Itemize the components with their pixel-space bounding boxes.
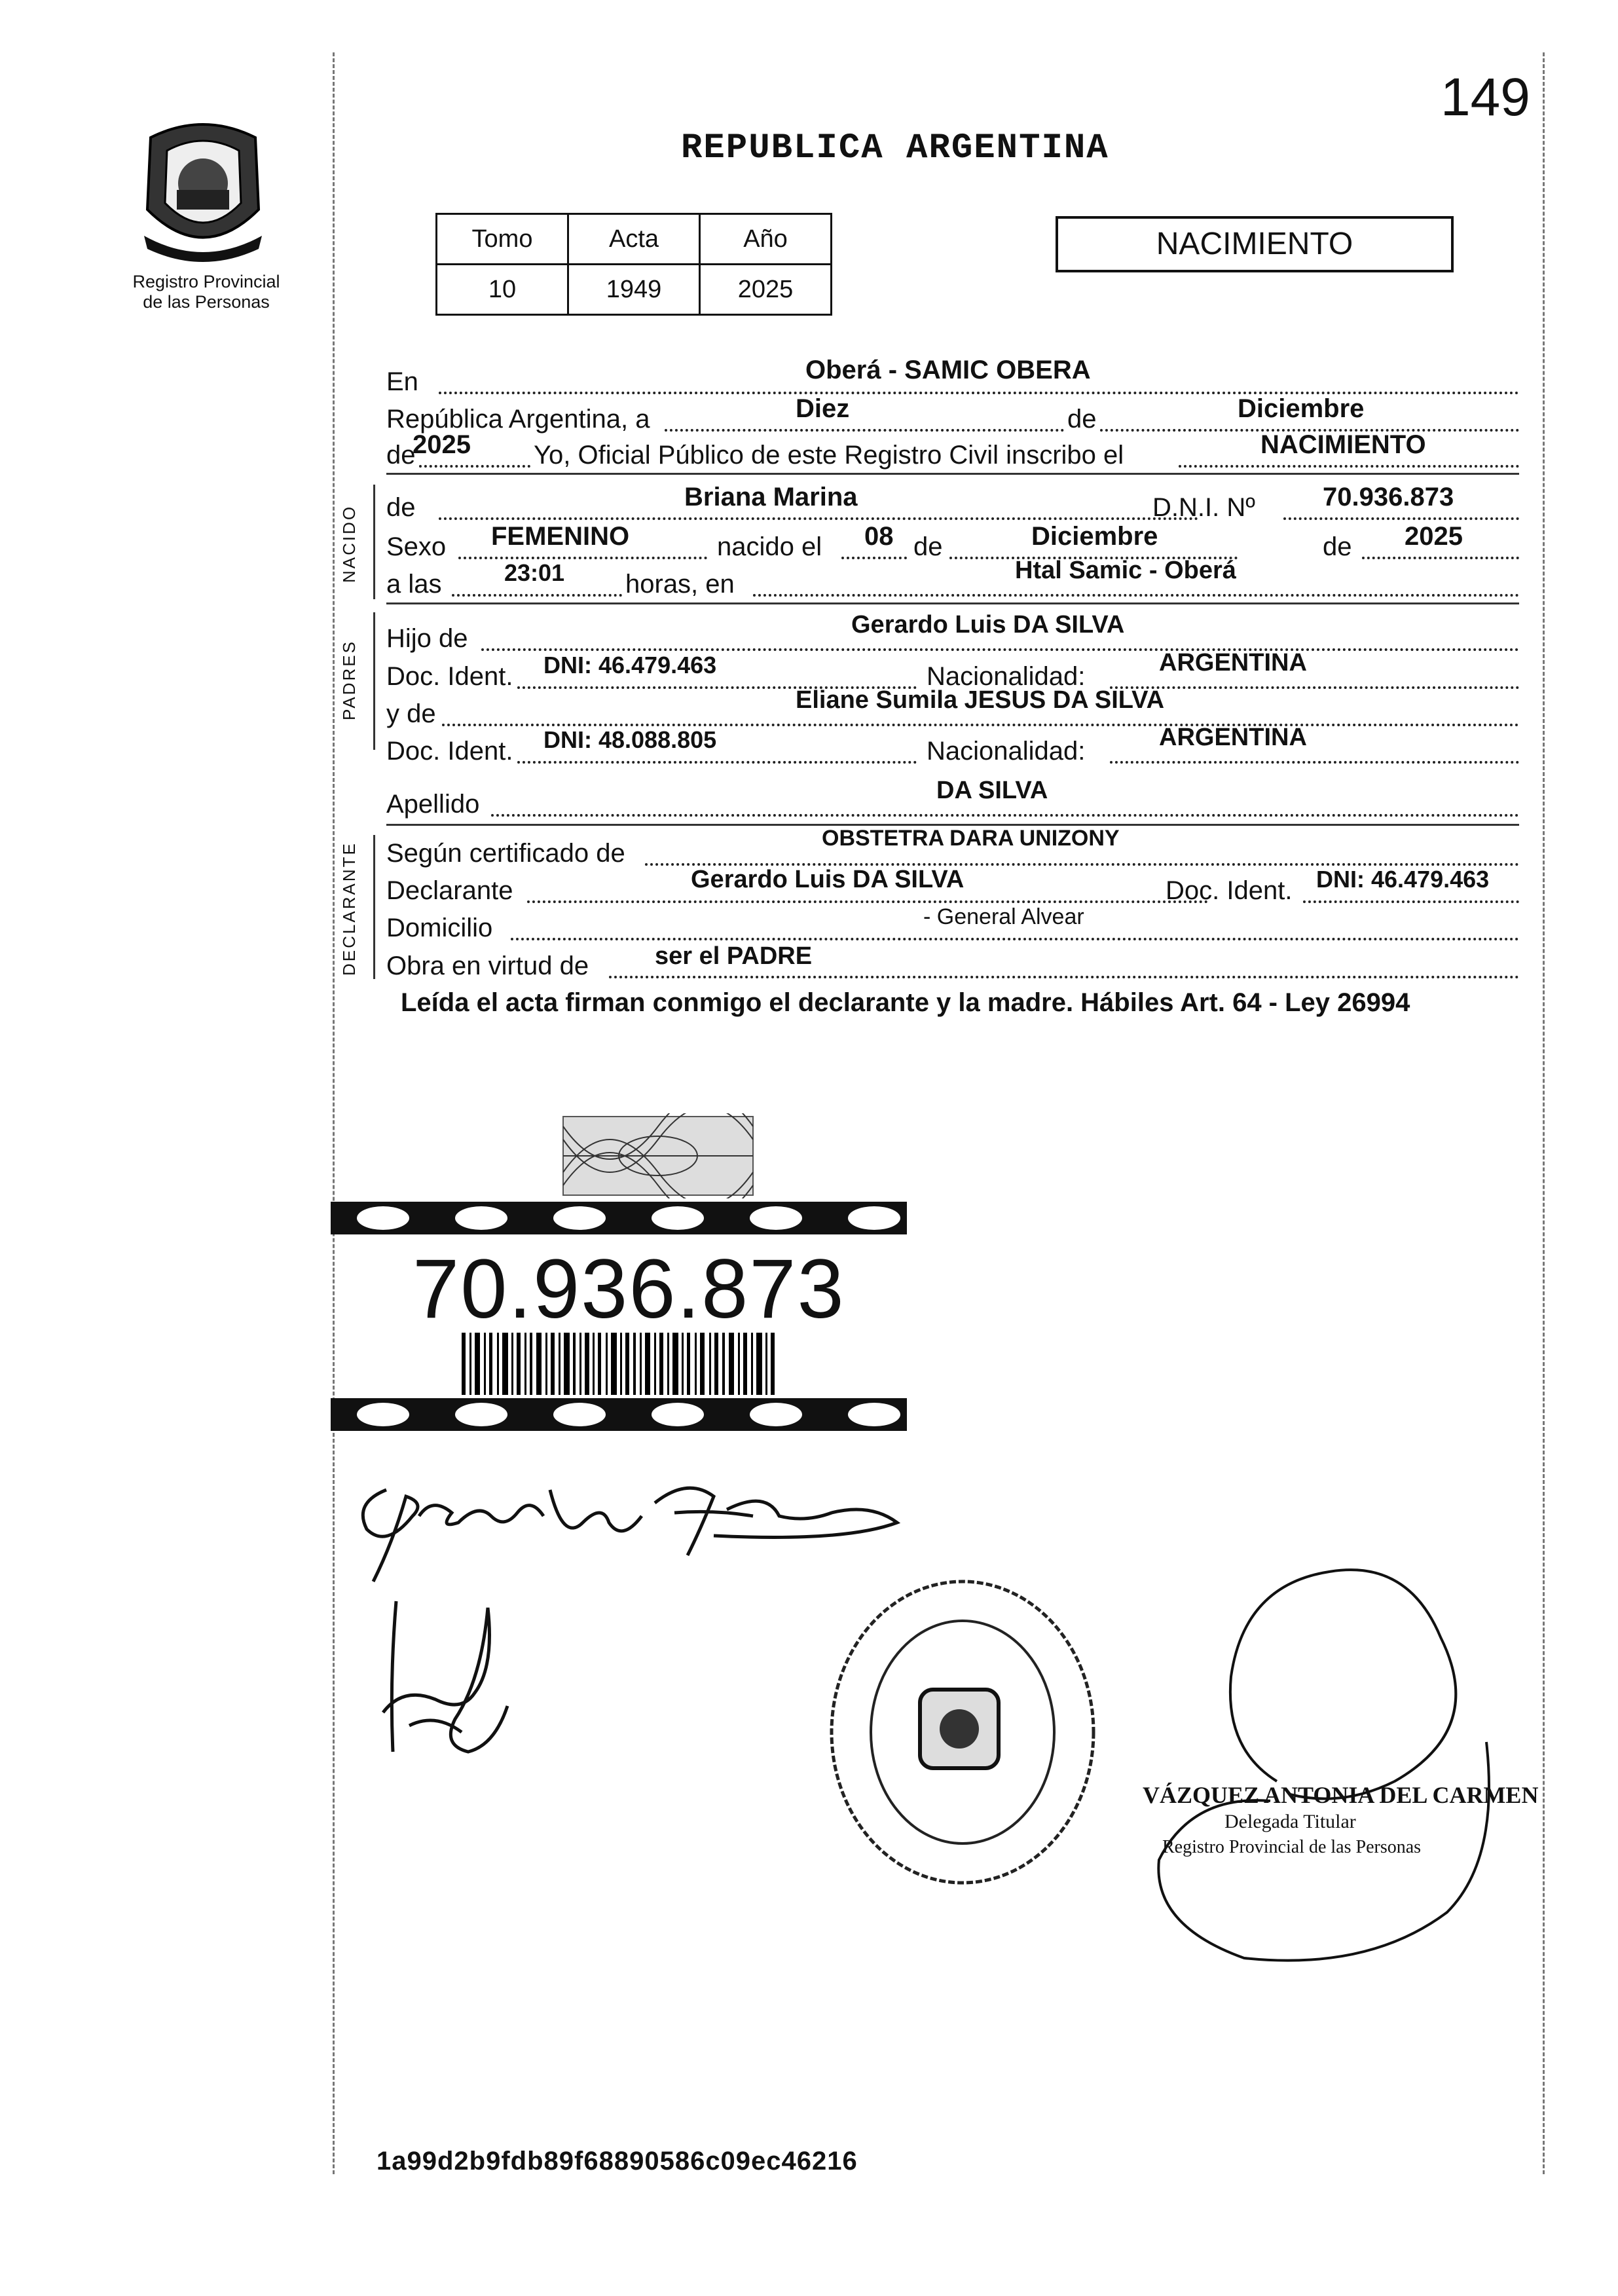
label-en: En (386, 367, 418, 396)
registry-caption-line1: Registro Provincial (132, 272, 280, 291)
value-domicilio: - General Alvear (923, 904, 1084, 929)
record-header-tomo: Tomo (437, 214, 568, 265)
value-declarante: Gerardo Luis DA SILVA (691, 866, 965, 893)
row-nombre (386, 483, 1519, 527)
document-hash: 1a99d2b9fdb89f68890586c09ec46216 (377, 2147, 858, 2176)
value-nac-anio: 2025 (1405, 522, 1463, 551)
official-signature (363, 1582, 534, 1765)
label-sexo: Sexo (386, 532, 447, 561)
record-table (435, 213, 832, 316)
seal-official-role: Delegada Titular (1224, 1811, 1356, 1832)
label-a-las: a las (386, 570, 442, 599)
value-acto: NACIMIENTO (1260, 430, 1426, 459)
registry-seal (822, 1572, 1103, 1893)
label-de-nombre: de (386, 493, 416, 522)
row-madre-doc (386, 724, 1519, 771)
value-padre: Gerardo Luis DA SILVA (851, 611, 1125, 639)
page-number: 149 (1441, 67, 1530, 127)
value-apellido: DA SILVA (936, 777, 1048, 804)
record-header-anio: Año (700, 214, 832, 265)
barcode-bottom-pattern (331, 1398, 907, 1431)
left-margin-line (333, 52, 335, 2174)
side-label-nacido: NACIDO (339, 504, 359, 583)
security-hologram (560, 1113, 756, 1198)
record-header-acta: Acta (568, 214, 700, 265)
value-hora: 23:01 (504, 559, 565, 586)
separator-1 (386, 473, 1519, 475)
row-domicilio (386, 904, 1519, 948)
value-nac-mes: Diciembre (1031, 522, 1158, 551)
label-de-mes: de (1067, 405, 1097, 434)
label-apellido: Apellido (386, 790, 480, 819)
right-margin-line (1543, 52, 1545, 2174)
seal-official-name: VÁZQUEZ ANTONIA DEL CARMEN (1143, 1782, 1539, 1808)
row-virtud (386, 942, 1519, 986)
label-madre-doc: Doc. Ident. (386, 737, 513, 766)
side-label-declarante: DECLARANTE (339, 842, 359, 976)
value-anio: 2025 (413, 430, 471, 459)
value-padre-doc: DNI: 46.479.463 (543, 652, 717, 678)
barcode-number: 70.936.873 (413, 1242, 845, 1336)
barcode-top-pattern (331, 1202, 907, 1234)
nacido-bracket (373, 485, 375, 599)
value-virtud: ser el PADRE (655, 942, 813, 970)
registry-caption-line2: de las Personas (143, 292, 270, 312)
padres-bracket (373, 612, 375, 750)
value-lugar: Oberá - SAMIC OBERA (805, 356, 1091, 384)
barcode-icon (462, 1333, 776, 1395)
label-yo: Yo, Oficial Público de este Registro Civil inscribo el (534, 441, 1124, 470)
misiones-shield-icon (118, 111, 288, 268)
row-apellido (386, 777, 1519, 824)
value-nombre: Briana Marina (684, 483, 858, 511)
label-y-de: y de (386, 699, 436, 728)
oval-signature (1094, 1546, 1526, 1965)
value-madre-nac: ARGENTINA (1159, 724, 1307, 751)
value-sexo: FEMENINO (491, 522, 630, 551)
label-madre-nac: Nacionalidad: (927, 737, 1086, 766)
label-padre-doc: Doc. Ident. (386, 662, 513, 691)
value-madre-doc: DNI: 48.088.805 (543, 726, 717, 753)
record-value-tomo: 10 (437, 265, 568, 315)
label-padre-nac: Nacionalidad: (927, 662, 1086, 691)
side-label-padres: PADRES (339, 640, 359, 720)
separator-2 (386, 602, 1519, 604)
record-value-anio: 2025 (700, 265, 832, 315)
label-domicilio: Domicilio (386, 914, 493, 942)
value-dni: 70.936.873 (1323, 483, 1454, 511)
label-nacido-el: nacido el (717, 532, 822, 561)
record-value-acta: 1949 (568, 265, 700, 315)
row-inscripcion (386, 430, 1519, 475)
province-logo (118, 111, 295, 272)
value-nac-dia: 08 (864, 522, 894, 551)
value-lugar-nac: Htal Samic - Oberá (1015, 557, 1236, 584)
value-mes: Diciembre (1238, 394, 1365, 423)
label-declarante-doc: Doc. Ident. (1166, 876, 1293, 905)
closing-statement: Leída el acta firman conmigo el declarante y la madre. Hábiles Art. 64 - Ley 26994 (401, 988, 1410, 1017)
value-declarante-doc: DNI: 46.479.463 (1316, 866, 1490, 893)
value-dia: Diez (796, 394, 850, 423)
label-de-nac-anio: de (1323, 532, 1352, 561)
value-padre-nac: ARGENTINA (1159, 649, 1307, 676)
registry-caption (118, 272, 295, 312)
label-obra: Obra en virtud de (386, 952, 589, 980)
label-segun: Según certificado de (386, 839, 625, 868)
label-horas-en: horas, en (625, 570, 735, 599)
declarante-bracket (373, 835, 375, 979)
value-certificado: OBSTETRA DARA UNIZONY (822, 826, 1120, 851)
label-declarante: Declarante (386, 876, 513, 905)
row-hora (386, 557, 1519, 604)
label-republica: República Argentina, a (386, 405, 650, 434)
label-hijo-de: Hijo de (386, 624, 468, 653)
declarant-signature (347, 1451, 904, 1601)
document-title: REPUBLICA ARGENTINA (681, 128, 1109, 168)
label-de-nac-mes: de (913, 532, 943, 561)
label-dni: D.N.I. Nº (1152, 493, 1255, 522)
seal-registry: Registro Provincial de las Personas (1162, 1837, 1422, 1857)
label-de-anio: de (386, 441, 416, 470)
record-type-box: NACIMIENTO (1056, 216, 1454, 272)
value-madre: Eliane Sumila JESUS DA SILVA (796, 686, 1165, 714)
